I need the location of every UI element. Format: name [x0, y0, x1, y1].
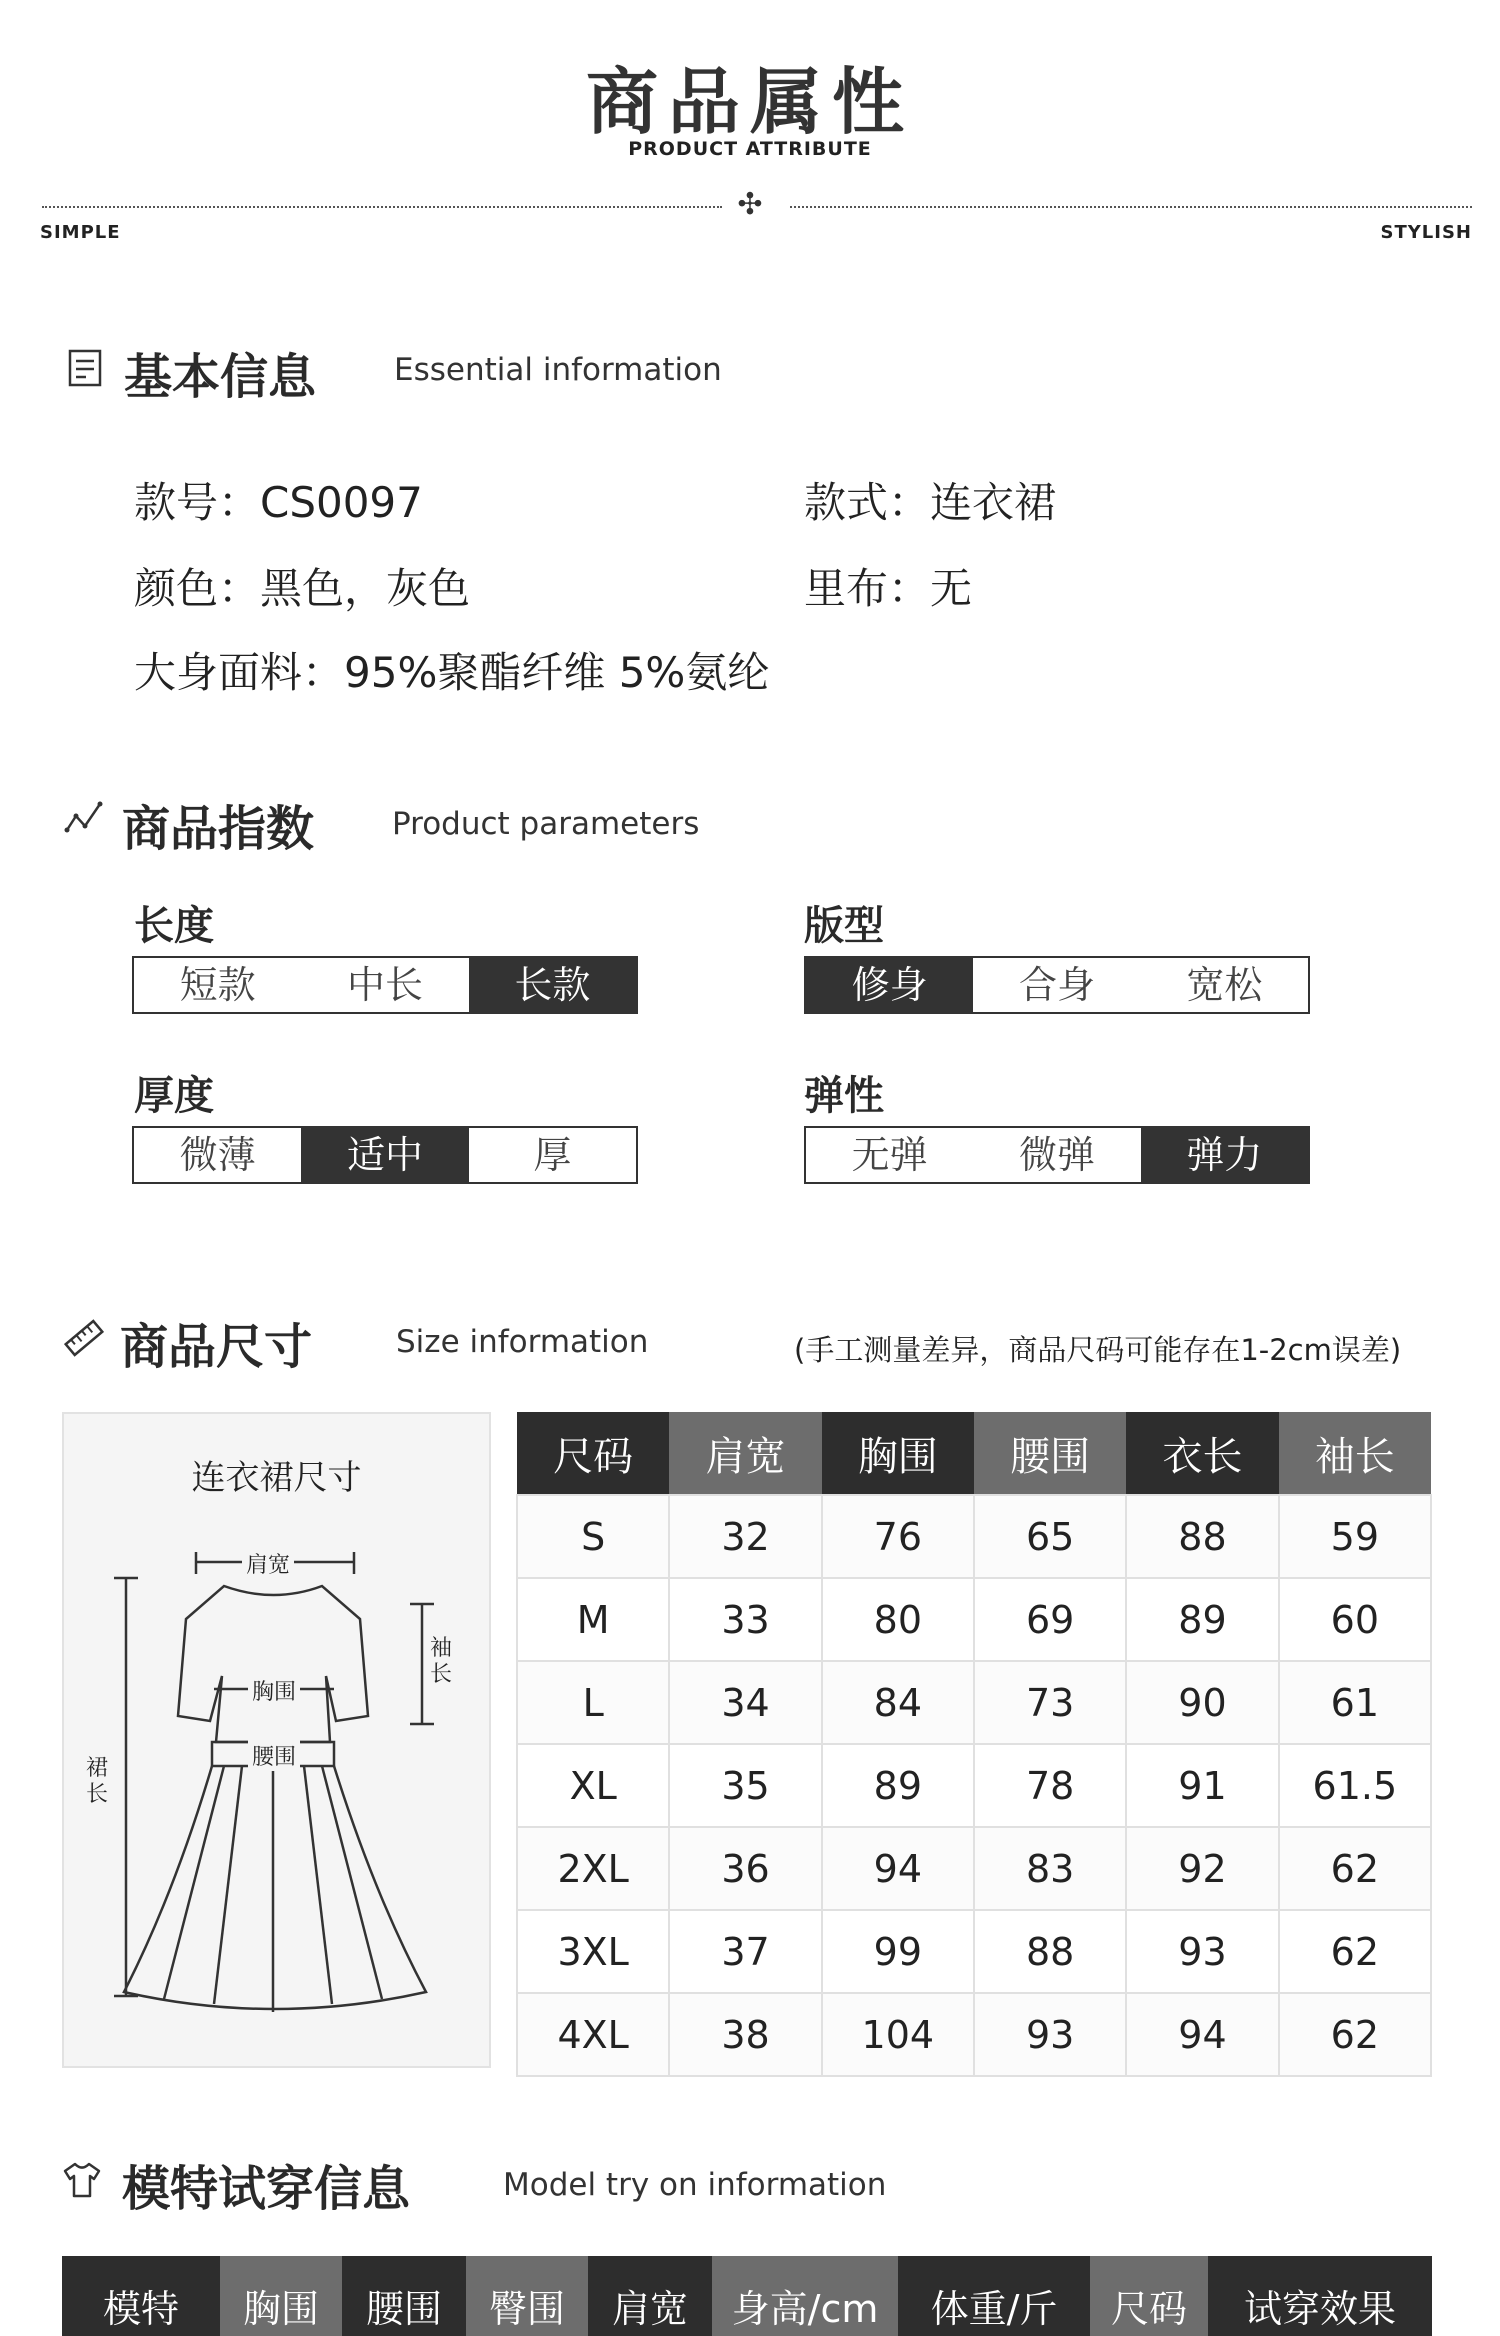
table-cell: 37: [669, 1910, 821, 1993]
size-col-sleeve: 袖长: [1279, 1412, 1431, 1495]
size-subtitle: Size information: [396, 1324, 649, 1360]
trend-line-icon: [64, 798, 104, 838]
table-cell: 93: [1126, 1910, 1278, 1993]
shirt-icon: [62, 2160, 102, 2200]
table-cell: 99: [822, 1910, 974, 1993]
table-row: [517, 1578, 1431, 1661]
table-cell: 60: [1279, 1578, 1431, 1661]
diagram-title: 连衣裙尺寸: [191, 1458, 362, 1498]
table-cell: 92: [1126, 1827, 1278, 1910]
params-title: 商品指数: [122, 801, 315, 857]
table-cell: 104: [822, 1993, 974, 2076]
table-cell: 94: [822, 1827, 974, 1910]
table-cell: 88: [974, 1910, 1126, 1993]
table-cell: 62: [1279, 1910, 1431, 1993]
param-option: 中长: [346, 963, 423, 1007]
table-cell: 36: [669, 1827, 821, 1910]
table-cell: 80: [822, 1578, 974, 1661]
table-cell: L: [517, 1661, 669, 1744]
size-title: 商品尺寸: [120, 1319, 313, 1375]
table-row: [517, 1910, 1431, 1993]
table-cell: 65: [974, 1495, 1126, 1578]
table-cell: M: [517, 1578, 669, 1661]
divider-left: [42, 206, 722, 208]
model-title: 模特试穿信息: [122, 2161, 411, 2217]
table-cell: 62: [1279, 1993, 1431, 2076]
table-cell: S: [517, 1495, 669, 1578]
table-cell: 94: [1126, 1993, 1278, 2076]
size-note: (手工测量差异，商品尺码可能存在1-2cm误差): [794, 1333, 1402, 1367]
model-table: [62, 2256, 1432, 2336]
diagram-label-shoulder: 肩宽: [242, 1548, 294, 1579]
table-cell: 83: [974, 1827, 1126, 1910]
table-row: [517, 1993, 1431, 2076]
size-col-waist: 腰围: [974, 1412, 1126, 1495]
table-row: [517, 1827, 1431, 1910]
model-col-model: 模特: [62, 2256, 220, 2336]
param-option: 短款: [179, 963, 256, 1007]
page-subtitle: PRODUCT ATTRIBUTE: [628, 138, 872, 160]
diagram-label-sleeve: 袖长: [430, 1636, 453, 1687]
table-row: [517, 1744, 1431, 1827]
table-cell: 59: [1279, 1495, 1431, 1578]
table-cell: 34: [669, 1661, 821, 1744]
table-cell: 90: [1126, 1661, 1278, 1744]
param-option-selected: 长款: [469, 958, 636, 1012]
param-thickness-label: 厚度: [134, 1073, 214, 1119]
info-style-number: 款号：CS0097: [134, 478, 423, 527]
simple-label: SIMPLE: [40, 222, 121, 243]
param-elasticity-label: 弹性: [804, 1073, 884, 1119]
diagram-label-waist: 腰围: [248, 1740, 300, 1771]
table-cell: 93: [974, 1993, 1126, 2076]
document-icon: [66, 348, 106, 388]
params-subtitle: Product parameters: [392, 806, 700, 842]
divider-right: [790, 206, 1472, 208]
model-col-chest: 胸围: [220, 2256, 342, 2336]
table-cell: 73: [974, 1661, 1126, 1744]
table-cell: 61: [1279, 1661, 1431, 1744]
table-cell: 32: [669, 1495, 821, 1578]
param-option: 宽松: [1186, 963, 1263, 1007]
table-cell: 62: [1279, 1827, 1431, 1910]
param-option: 合身: [1018, 963, 1095, 1007]
size-col-chest: 胸围: [822, 1412, 974, 1495]
basic-info-subtitle: Essential information: [394, 352, 722, 388]
model-col-size: 尺码: [1090, 2256, 1208, 2336]
table-cell: 4XL: [517, 1993, 669, 2076]
info-fabric: 大身面料：95%聚酯纤维 5%氨纶: [134, 648, 770, 697]
basic-info-title: 基本信息: [124, 349, 317, 405]
param-option-selected: 修身: [806, 958, 973, 1012]
model-col-hip: 臀围: [466, 2256, 588, 2336]
table-cell: 78: [974, 1744, 1126, 1827]
table-cell: 91: [1126, 1744, 1278, 1827]
param-length-label: 长度: [134, 903, 214, 949]
model-table-header: [62, 2256, 1432, 2336]
param-option: 微薄: [179, 1133, 256, 1177]
param-fit-label: 版型: [804, 903, 884, 949]
param-elasticity-selector: [804, 1126, 1310, 1184]
info-style-type: 款式：连衣裙: [804, 478, 1057, 527]
param-length-selector: [132, 956, 638, 1014]
param-thickness-selector: [132, 1126, 638, 1184]
table-cell: 84: [822, 1661, 974, 1744]
model-subtitle: Model try on information: [503, 2167, 887, 2203]
param-fit-selector: [804, 956, 1310, 1014]
table-cell: XL: [517, 1744, 669, 1827]
table-row: [517, 1661, 1431, 1744]
diagram-label-chest: 胸围: [248, 1675, 300, 1706]
param-option-selected: 适中: [301, 1128, 468, 1182]
page-title: 商品属性: [585, 60, 914, 144]
table-cell: 61.5: [1279, 1744, 1431, 1827]
model-col-waist: 腰围: [342, 2256, 466, 2336]
size-col-size: 尺码: [517, 1412, 669, 1495]
param-option-selected: 弹力: [1141, 1128, 1308, 1182]
stylish-label: STYLISH: [1380, 222, 1472, 243]
model-col-weight: 体重/斤: [898, 2256, 1090, 2336]
size-col-shoulder: 肩宽: [669, 1412, 821, 1495]
size-table-header: [517, 1412, 1431, 1495]
table-cell: 35: [669, 1744, 821, 1827]
table-cell: 89: [822, 1744, 974, 1827]
model-col-shoulder: 肩宽: [588, 2256, 712, 2336]
param-option: 无弹: [851, 1133, 928, 1177]
table-cell: 69: [974, 1578, 1126, 1661]
table-row: [517, 1495, 1431, 1578]
ruler-icon: [64, 1318, 104, 1358]
param-option: 厚: [533, 1133, 572, 1177]
dress-diagram: [62, 1412, 491, 2068]
diagram-label-length: 裙长: [86, 1756, 109, 1807]
table-cell: 3XL: [517, 1910, 669, 1993]
table-cell: 38: [669, 1993, 821, 2076]
info-color: 颜色：黑色，灰色: [134, 564, 471, 613]
param-option: 微弹: [1018, 1133, 1095, 1177]
size-table: [516, 1412, 1432, 2077]
fleur-ornament-icon: ✣: [737, 187, 763, 222]
table-cell: 88: [1126, 1495, 1278, 1578]
table-cell: 76: [822, 1495, 974, 1578]
table-cell: 89: [1126, 1578, 1278, 1661]
model-col-effect: 试穿效果: [1208, 2256, 1432, 2336]
size-col-length: 衣长: [1126, 1412, 1278, 1495]
model-col-height: 身高/cm: [712, 2256, 898, 2336]
table-cell: 33: [669, 1578, 821, 1661]
table-cell: 2XL: [517, 1827, 669, 1910]
info-lining: 里布：无: [804, 564, 973, 613]
